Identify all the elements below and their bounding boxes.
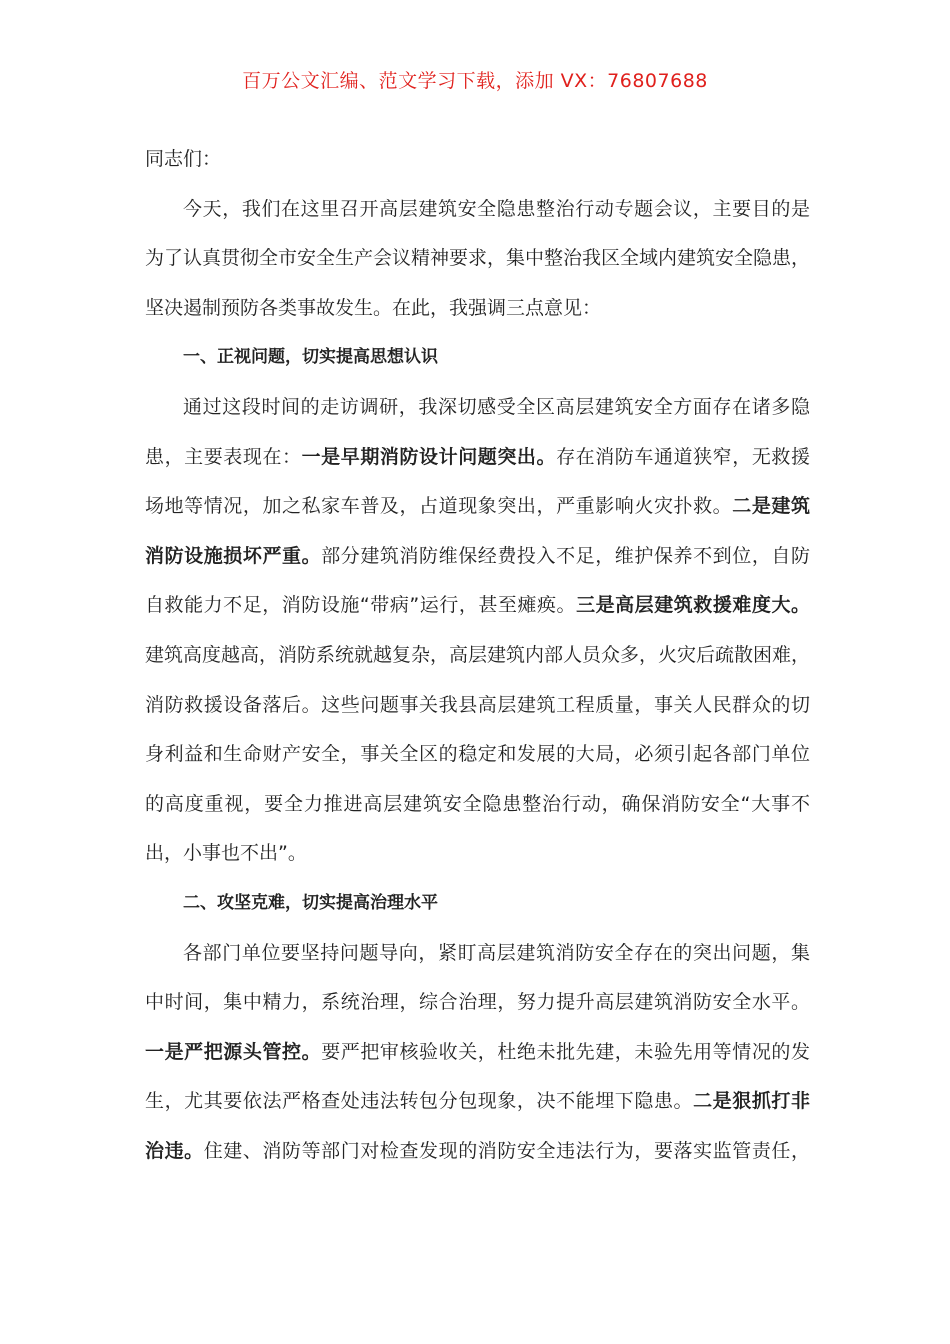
bold-text-run: 一是严把源头管控。 [145, 1040, 322, 1063]
paragraph-line: 各部门单位要坚持问题导向，紧盯高层建筑消防安全存在的突出问题，集 [183, 941, 810, 964]
document-body [145, 135, 810, 1176]
salutation: 同志们： [145, 148, 222, 170]
paragraph-line: 消防救援设备落后。这些问题事关我县高层建筑工程质量，事关人民群众的切 [145, 693, 810, 716]
bold-text-run: 二是建筑 [732, 495, 810, 518]
text-run: 患，主要表现在： [145, 445, 302, 468]
watermark-header: 百万公文汇编、范文学习下载，添加 VX：76807688 [242, 70, 708, 92]
paragraph-line: 坚决遏制预防各类事故发生。在此，我强调三点意见： [145, 296, 602, 319]
paragraph-line: 建筑高度越高，消防系统就越复杂，高层建筑内部人员众多，火灾后疏散困难， [145, 643, 811, 666]
bold-text-run: 治违。 [145, 1139, 204, 1162]
paragraph-line: 的高度重视，要全力推进高层建筑安全隐患整治行动，确保消防安全“大事不 [145, 792, 810, 815]
paragraph-line [145, 1077, 810, 1127]
text-run: 要严把审核验收关，杜绝未批先建，未验先用等情况的发 [321, 1040, 810, 1063]
paragraph-line [145, 1127, 810, 1177]
paragraph-line [145, 581, 810, 631]
text-run: 生，尤其要依法严格查处违法转包分包现象，决不能埋下隐患。 [145, 1090, 694, 1113]
paragraph-line: 中时间，集中精力，系统治理，综合治理，努力提升高层建筑消防安全水平。 [145, 991, 810, 1014]
paragraph-line [145, 482, 810, 532]
paragraph-line [145, 1028, 810, 1078]
section-heading: 二、攻坚克难，切实提高治理水平 [183, 892, 438, 913]
text-run: 住建、消防等部门对检查发现的消防安全违法行为，要落实监管责任， [203, 1139, 810, 1162]
paragraph-line [145, 433, 810, 483]
paragraph-line: 身利益和生命财产安全，事关全区的稳定和发展的大局，必须引起各部门单位 [145, 743, 810, 766]
paragraph-line: 通过这段时间的走访调研，我深切感受全区高层建筑安全方面存在诸多隐 [183, 395, 810, 418]
text-run: 自救能力不足，消防设施“带病”运行，甚至瘫痪。 [145, 594, 577, 617]
text-run: 部分建筑消防维保经费投入不足，维护保养不到位，自防 [321, 544, 810, 567]
paragraph-line: 出，小事也不出”。 [145, 842, 307, 865]
bold-text-run: 一是早期消防设计问题突出。 [301, 445, 557, 468]
paragraph-line: 为了认真贯彻全市安全生产会议精神要求，集中整治我区全域内建筑安全隐患， [145, 247, 811, 270]
paragraph-line: 今天，我们在这里召开高层建筑安全隐患整治行动专题会议，主要目的是 [183, 197, 810, 220]
bold-text-run: 二是狠抓打非 [693, 1090, 810, 1113]
text-run: 场地等情况，加之私家车普及，占道现象突出，严重影响火灾扑救。 [145, 495, 733, 518]
text-run: 存在消防车通道狭窄，无救援 [556, 445, 810, 468]
section-heading: 一、正视问题，切实提高思想认识 [183, 347, 438, 368]
bold-text-run: 三是高层建筑救援难度大。 [576, 594, 810, 617]
paragraph-line [145, 532, 810, 582]
bold-text-run: 消防设施损坏严重。 [145, 544, 322, 567]
